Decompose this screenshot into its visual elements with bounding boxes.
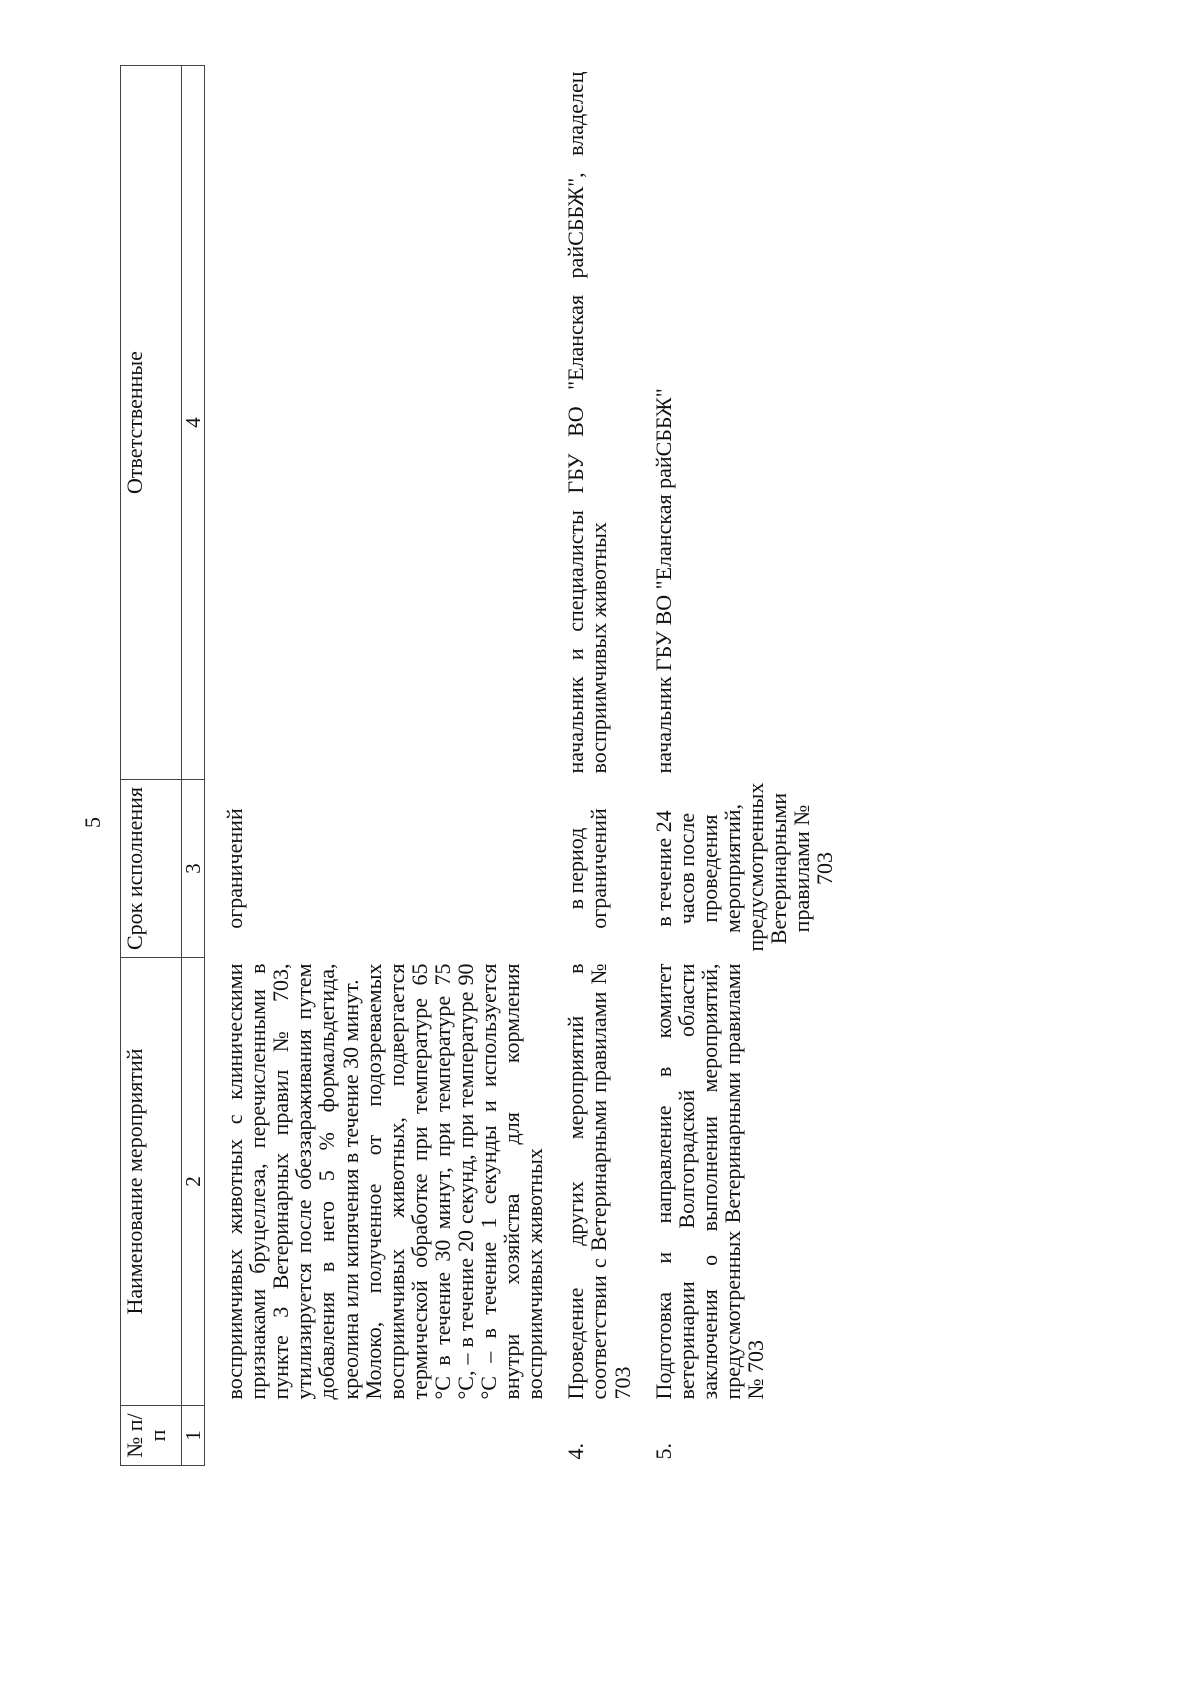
header-term: Срок исполнения: [121, 780, 182, 958]
column-number: 2: [182, 958, 205, 1406]
table-row: [634, 66, 837, 1466]
header-num: № п/п: [121, 1406, 182, 1466]
measure-name: Подготовка и направление в комитет ветеринарии Волгоградской области заключения о выполнении мероприятий, предусмотренных Ветеринарными правилами № 703: [650, 963, 769, 1400]
row-number: 5.: [650, 1443, 676, 1460]
measure-term: ограничений: [222, 808, 248, 929]
column-number: 3: [182, 780, 205, 958]
measure-responsible: начальник ГБУ ВО "Еланская райСББЖ": [650, 388, 676, 774]
measure-term: в период ограничений: [563, 808, 612, 929]
measure-responsible: [205, 66, 547, 780]
measure-name: Проведение других мероприятий в соответствии с Ветеринарными правилами № 703: [563, 963, 635, 1400]
row-number: [205, 1406, 547, 1466]
column-number-row: [182, 66, 205, 1466]
page-number: 5: [80, 817, 105, 828]
column-number: 4: [182, 66, 205, 780]
measure-term: в течение 24 часов после проведения мероприятий, предусмотренных Ветеринарными правилами № 703: [650, 782, 838, 952]
measure-responsible: начальник и специалисты ГБУ ВО "Еланская райСББЖ", владелец восприимчивых животных: [563, 71, 612, 774]
header-responsible: Ответственные: [121, 66, 182, 780]
measures-table: [120, 65, 836, 1466]
row-number: 4.: [563, 1443, 589, 1460]
column-number: 1: [182, 1406, 205, 1466]
header-name: Наименование мероприятий: [121, 958, 182, 1406]
table-header-row: [121, 66, 182, 1466]
measure-name: восприимчивых животных с клиническими признаками бруцеллеза, перечисленными в пункте 3 Ветеринарных правил № 703, утилизируется после обеззараживания путем добавления в него 5 % формальдегида, креолина или кипячения в течение 30 минут. Молоко, полученное от подозреваемых восприимчивых животных, подвергается термической обработке при температуре 65 °С в течение 30 минут, при температуре 75 °С, – в течение 20 секунд, при температуре 90 °С – в течение 1 секунды и используется внутри хозяйства для кормления восприимчивых животных: [222, 963, 548, 1400]
table-row: [205, 66, 547, 1466]
table-row: [546, 66, 633, 1466]
